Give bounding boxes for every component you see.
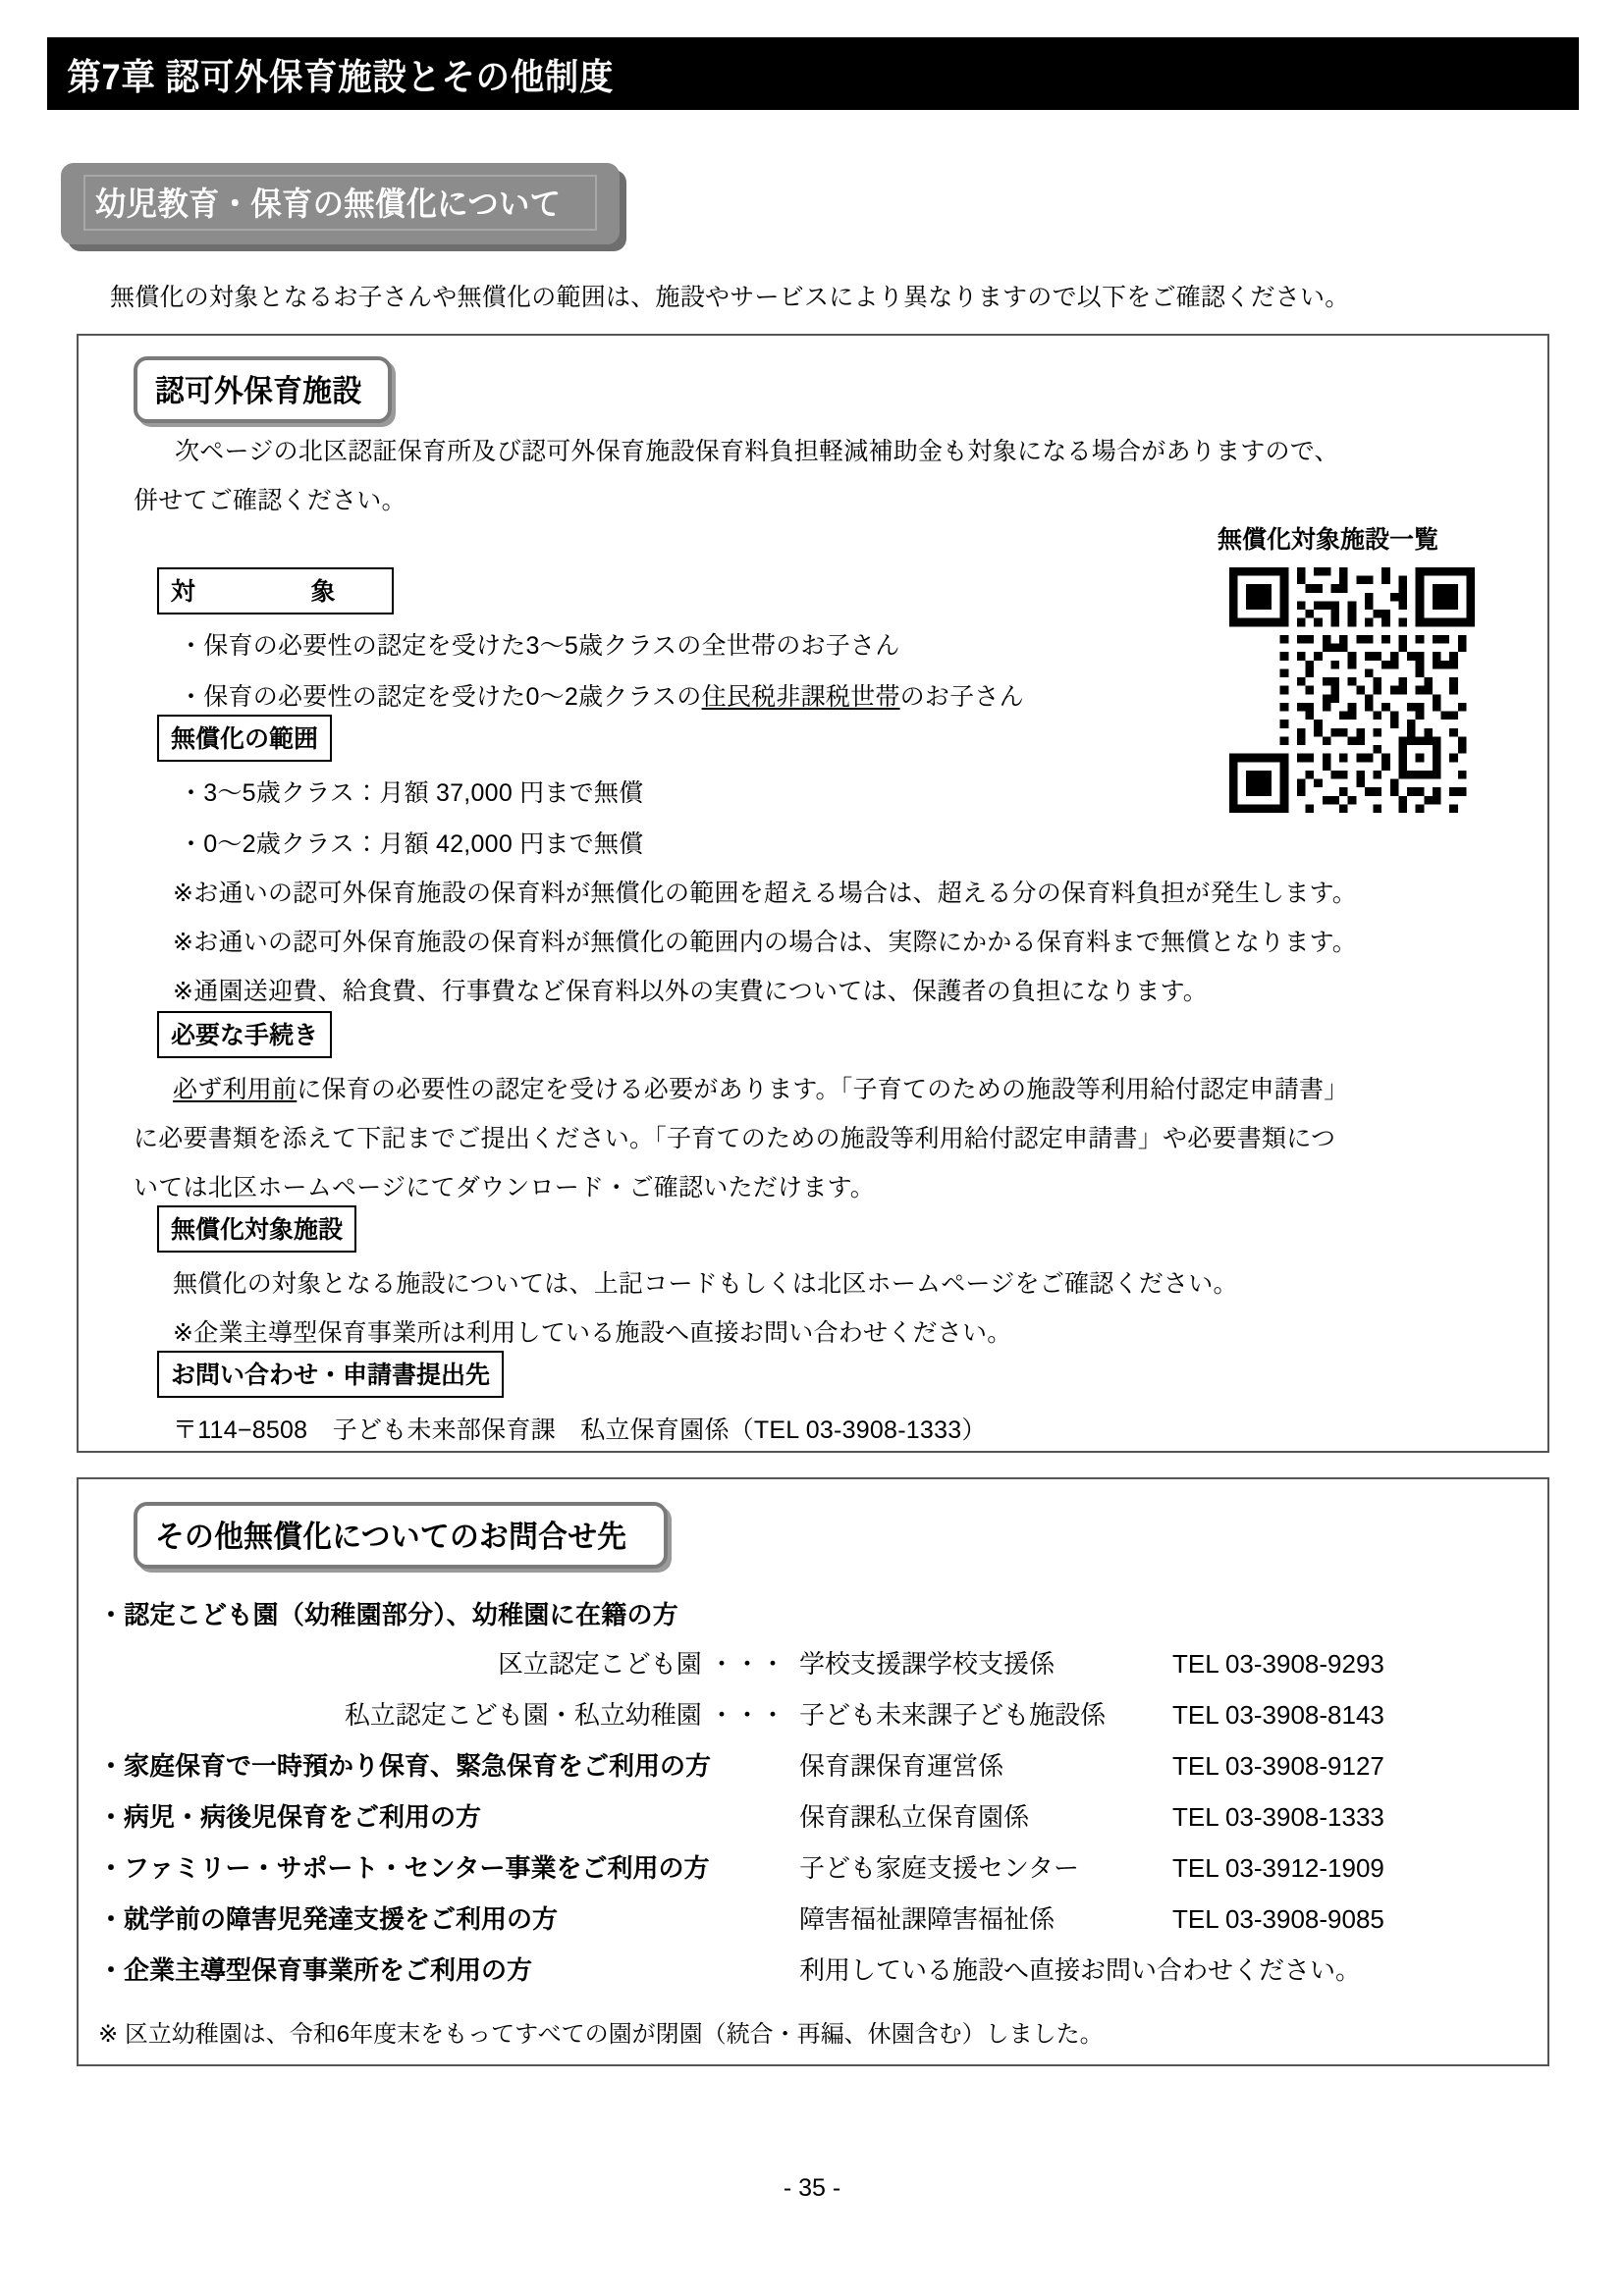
contact-row xyxy=(98,1797,1522,1844)
scope-bullet-2: ・0〜2歳クラス：月額 42,000 円まで無償 xyxy=(179,830,644,858)
procedure-line-1-underline: 必ず利用前 xyxy=(173,1076,298,1103)
eligible-facility-label-text: 無償化対象施設 xyxy=(171,1216,344,1244)
page-number: - 35 - xyxy=(783,2174,841,2202)
target-bullet-2-tail: のお子さん xyxy=(899,683,1024,711)
section-heading-label: 幼児教育・保育の無償化について xyxy=(95,186,562,222)
procedure-line-2: に必要書類を添えて下記までご提出ください。「子育てのための施設等利用給付認定申請書」や必要書類につ xyxy=(134,1125,1336,1152)
procedure-label-text: 必要な手続き xyxy=(171,1022,319,1049)
contact-row xyxy=(98,1695,1522,1742)
other-contacts-label-wrap xyxy=(134,1502,668,1569)
procedure-line-1-rest: に保育の必要性の認定を受ける必要があります。「子育てのための施設等利用給付認定申請書」 xyxy=(297,1076,1349,1103)
contact-tel: TEL 03-3908-8143 xyxy=(1172,1700,1384,1730)
lead-line-2: 併せてご確認ください。 xyxy=(134,487,406,514)
contact-who: ・病児・病後児保育をご利用の方 xyxy=(98,1802,482,1832)
scope-label-wrap xyxy=(157,715,332,762)
contact-who: 私立認定こども園・私立幼稚園 ・・・ xyxy=(344,1700,785,1730)
other-contacts-heading: ・認定こども園（幼稚園部分）、幼稚園に在籍の方 xyxy=(98,1600,678,1629)
contact-row xyxy=(98,1950,1522,1998)
target-label-wrap xyxy=(157,567,394,614)
eligible-facility-label-wrap xyxy=(157,1205,356,1253)
target-label-text: 対 象 xyxy=(171,578,358,606)
procedure-line-1 xyxy=(173,1070,1349,1105)
contact-row xyxy=(98,1644,1522,1691)
scope-note-2: ※お通いの認可外保育施設の保育料が無償化の範囲内の場合は、実際にかかる保育料まで無償となります。 xyxy=(173,929,1357,956)
qr-caption: 無償化対象施設一覧 xyxy=(1218,526,1439,554)
contact-dept: 保育課保育運営係 xyxy=(799,1751,1004,1781)
chapter-title: 第7章 認可外保育施設とその他制度 xyxy=(67,57,615,97)
procedure-label xyxy=(157,1011,332,1058)
other-contacts-label xyxy=(134,1502,668,1569)
contact-dept: 障害福祉課障害福祉係 xyxy=(799,1904,1056,1934)
scope-bullet-1: ・3〜5歳クラス：月額 37,000 円まで無償 xyxy=(179,779,644,807)
target-bullet-2-head: ・保育の必要性の認定を受けた0〜2歳クラスの xyxy=(179,683,702,711)
section-heading-inner xyxy=(83,175,597,231)
contact-who: ・就学前の障害児発達支援をご利用の方 xyxy=(98,1904,559,1934)
contact-tel: TEL 03-3912-1909 xyxy=(1172,1853,1384,1883)
other-contacts-label-text: その他無償化についてのお問合せ先 xyxy=(155,1520,627,1554)
contact-dept: 子ども未来課子ども施設係 xyxy=(799,1700,1107,1730)
section-heading xyxy=(61,163,620,244)
target-label xyxy=(157,567,394,614)
scope-note-1: ※お通いの認可外保育施設の保育料が無償化の範囲を超える場合は、超える分の保育料負担が発生します。 xyxy=(173,880,1357,907)
contact-tel: TEL 03-3908-1333 xyxy=(1172,1802,1384,1832)
inquiry-address: 〒114−8508 子ども未来部保育課 私立保育園係（TEL 03-3908-1333） xyxy=(173,1416,987,1444)
chapter-header-bar xyxy=(47,37,1579,110)
other-contacts-footnote: ※ 区立幼稚園は、令和6年度末をもってすべての園が閉園（統合・再編、休園含む）しました。 xyxy=(98,2021,1104,2048)
contact-who: ・家庭保育で一時預かり保育、緊急保育をご利用の方 xyxy=(98,1751,712,1781)
target-bullet-2-underline: 住民税非課税世帯 xyxy=(701,683,900,711)
contact-dept: 学校支援課学校支援係 xyxy=(799,1649,1056,1679)
contact-tel: TEL 03-3908-9293 xyxy=(1172,1649,1384,1679)
section-heading-box xyxy=(61,163,620,244)
scope-label-text: 無償化の範囲 xyxy=(171,725,319,753)
contact-dept: 利用している施設へ直接お問い合わせください。 xyxy=(799,1955,1362,1985)
inquiry-label xyxy=(157,1351,504,1398)
contact-who: 区立認定こども園 ・・・ xyxy=(497,1649,785,1679)
target-bullet-1: ・保育の必要性の認定を受けた3〜5歳クラスの全世帯のお子さん xyxy=(179,632,900,660)
contact-dept: 子ども家庭支援センター xyxy=(799,1853,1079,1883)
contact-who: ・企業主導型保育事業所をご利用の方 xyxy=(98,1955,533,1985)
unlicensed-facility-label-wrap xyxy=(134,356,392,423)
qr-code-icon xyxy=(1229,567,1475,813)
lead-line-1: 次ページの北区認証保育所及び認可外保育施設保育料負担軽減補助金も対象になる場合がありますので、 xyxy=(175,438,1339,465)
unlicensed-facility-label-text: 認可外保育施設 xyxy=(155,374,362,408)
contact-tel: TEL 03-3908-9127 xyxy=(1172,1751,1384,1781)
contact-tel: TEL 03-3908-9085 xyxy=(1172,1904,1384,1934)
section-intro-text: 無償化の対象となるお子さんや無償化の範囲は、施設やサービスにより異なりますので以下をご確認ください。 xyxy=(110,284,1350,311)
eligible-facility-line-1: 無償化の対象となる施設については、上記コードもしくは北区ホームページをご確認ください。 xyxy=(173,1270,1238,1298)
contact-row xyxy=(98,1746,1522,1793)
contact-who: ・ファミリー・サポート・センター事業をご利用の方 xyxy=(98,1853,710,1883)
inquiry-label-wrap xyxy=(157,1351,504,1398)
eligible-facility-line-2: ※企業主導型保育事業所は利用している施設へ直接お問い合わせください。 xyxy=(173,1319,1012,1347)
contact-row xyxy=(98,1899,1522,1947)
contact-dept: 保育課私立保育園係 xyxy=(799,1802,1030,1832)
procedure-line-3: いては北区ホームページにてダウンロード・ご確認いただけます。 xyxy=(134,1174,876,1201)
scope-note-3: ※通園送迎費、給食費、行事費など保育料以外の実費については、保護者の負担になります。 xyxy=(173,978,1208,1005)
eligible-facility-label xyxy=(157,1205,356,1253)
contact-row xyxy=(98,1848,1522,1896)
inquiry-label-text: お問い合わせ・申請書提出先 xyxy=(171,1362,491,1389)
unlicensed-facility-label xyxy=(134,356,392,423)
procedure-label-wrap xyxy=(157,1011,332,1058)
target-bullet-2 xyxy=(179,677,1024,713)
scope-label xyxy=(157,715,332,762)
